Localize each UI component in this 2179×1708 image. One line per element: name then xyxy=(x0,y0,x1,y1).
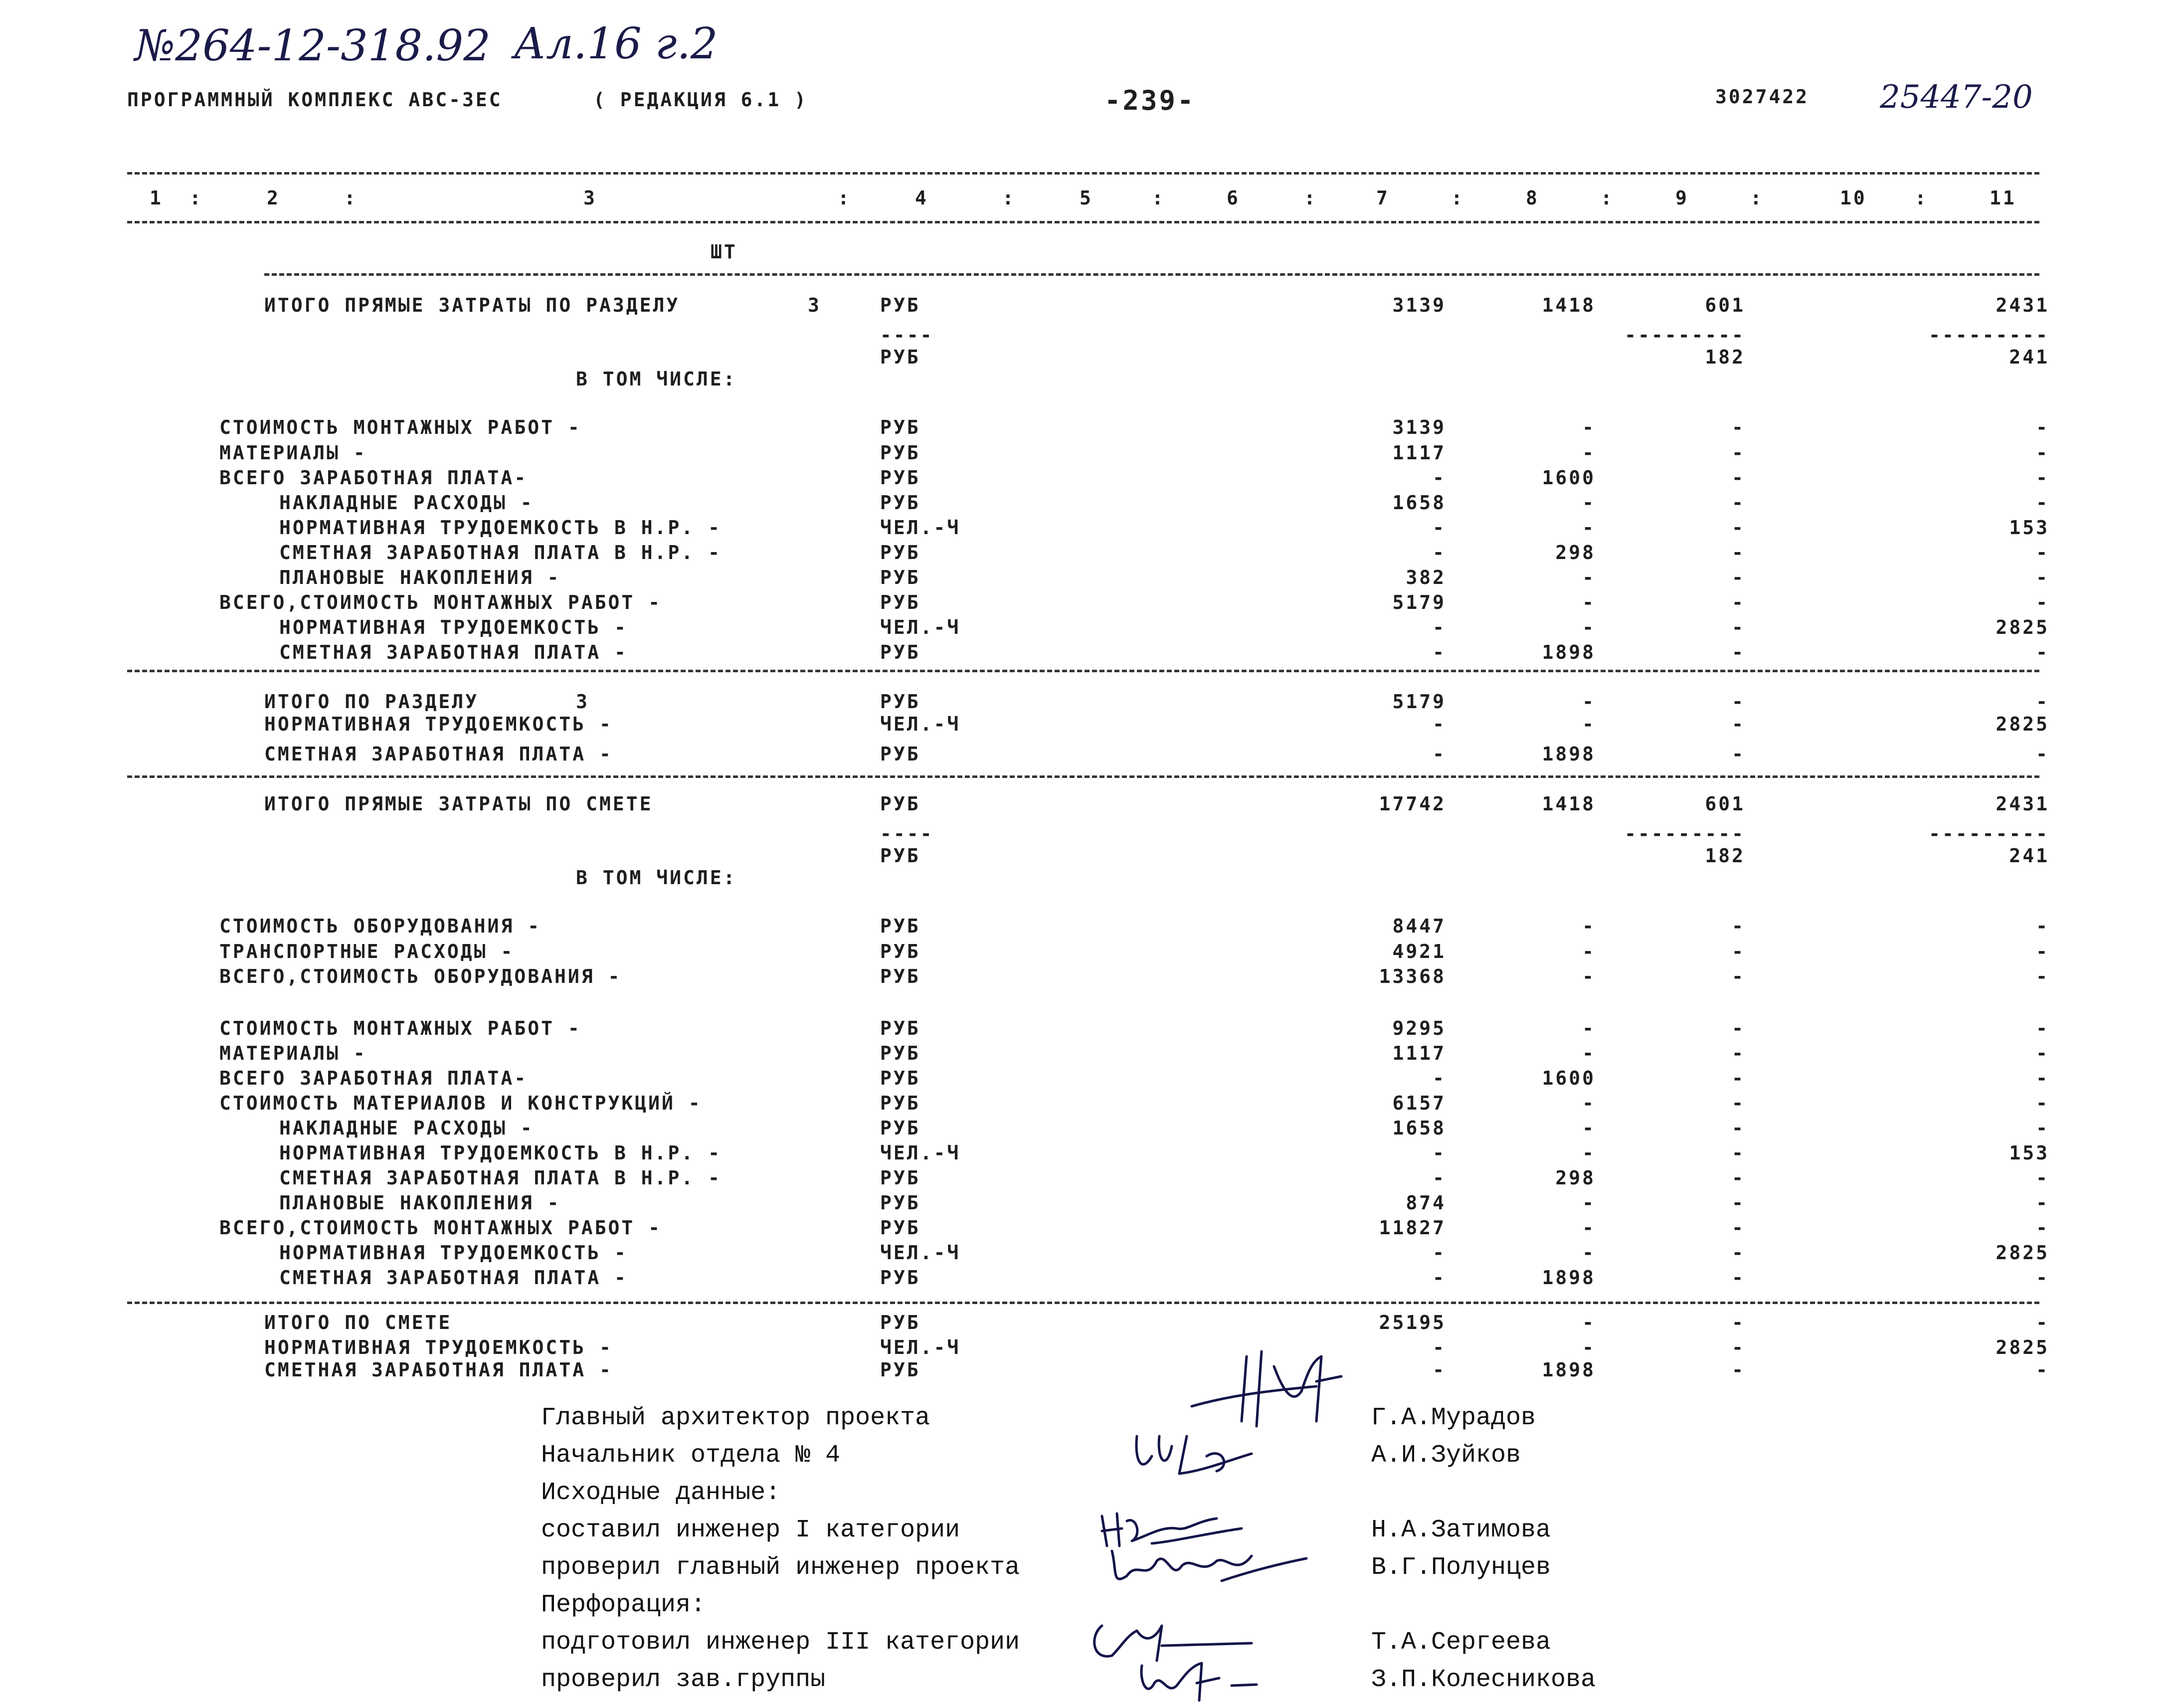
column-header-5: 5 xyxy=(1080,187,1093,209)
cell-col9: - xyxy=(1732,542,1745,564)
column-separator: : xyxy=(838,187,851,209)
row-unit: РУБ xyxy=(880,793,920,815)
cell-col9: - xyxy=(1732,1017,1745,1039)
column-separator: : xyxy=(1304,187,1317,209)
cell-col9: - xyxy=(1732,915,1745,937)
row-unit: РУБ xyxy=(880,1359,920,1381)
row-unit: РУБ xyxy=(880,442,920,464)
signature-poluntsev xyxy=(1102,1541,1311,1596)
cell-col9: - xyxy=(1732,641,1745,663)
cell-col9: - xyxy=(1732,591,1745,613)
row-unit: РУБ xyxy=(880,492,920,514)
row-label: ИТОГО ПО СМЕТЕ xyxy=(264,1312,452,1333)
row-label: СТОИМОСТЬ МОНТАЖНЫХ РАБОТ - xyxy=(219,416,581,438)
divider xyxy=(127,1302,2039,1304)
row-label: В ТОМ ЧИСЛЕ: xyxy=(576,368,737,390)
row-unit: РУБ xyxy=(880,691,920,713)
cell-col9: - xyxy=(1732,1336,1745,1358)
row-section: 3 xyxy=(808,294,821,316)
row-unit: РУБ xyxy=(880,1067,920,1089)
signature-role: подготовил инженер III категории xyxy=(541,1628,1020,1657)
cell-col9: - xyxy=(1732,567,1745,588)
cell-col8: - xyxy=(1582,442,1596,464)
cell-col7: 25195 xyxy=(1379,1312,1446,1333)
cell-col8: - xyxy=(1582,1312,1596,1333)
cell-col7: 382 xyxy=(1406,567,1446,588)
handwritten-album: Ал.16 г.2 xyxy=(514,19,718,69)
cell-col9: - xyxy=(1732,1042,1745,1064)
row-unit: РУБ xyxy=(880,591,920,613)
row-unit: РУБ xyxy=(880,1167,920,1189)
row-label: НОРМАТИВНАЯ ТРУДОЕМКОСТЬ - xyxy=(264,713,613,735)
row-unit: РУБ xyxy=(880,467,920,489)
cell-col7: - xyxy=(1433,1067,1446,1089)
cell-col11: - xyxy=(2036,1092,2049,1114)
row-label: ВСЕГО ЗАРАБОТНАЯ ПЛАТА- xyxy=(219,1067,528,1089)
column-separator: : xyxy=(189,187,203,209)
cell-col9: - xyxy=(1732,1142,1745,1164)
row-unit: ЧЕЛ.-Ч xyxy=(880,1142,961,1164)
cell-col7: 5179 xyxy=(1392,591,1446,613)
cell-col9: - xyxy=(1732,1267,1745,1289)
row-label: ПЛАНОВЫЕ НАКОПЛЕНИЯ - xyxy=(279,1192,561,1214)
cell-col9: 601 xyxy=(1705,793,1745,815)
cell-col11: - xyxy=(2036,941,2049,962)
cell-col11: - xyxy=(2036,567,2049,588)
cell-col9: - xyxy=(1732,517,1745,539)
row-label: ИТОГО ПО РАЗДЕЛУ xyxy=(264,691,479,713)
cell-col11: 153 xyxy=(2009,517,2049,539)
cell-col11: - xyxy=(2036,641,2049,663)
unit-label: ШТ xyxy=(711,241,737,263)
signatory-name: Н.А.Затимова xyxy=(1371,1516,1551,1544)
cell-col7: - xyxy=(1433,542,1446,564)
cell-col8: 1600 xyxy=(1542,467,1596,489)
cell-col11: - xyxy=(2036,1067,2049,1089)
cell-col11: 2825 xyxy=(1996,1242,2049,1264)
row-unit: РУБ xyxy=(880,1192,920,1214)
column-header-1: 1 xyxy=(150,187,163,209)
cell-col9: - xyxy=(1732,416,1745,438)
cell-col9: --------- xyxy=(1625,324,1745,346)
cell-col11: - xyxy=(2036,691,2049,713)
row-label: СТОИМОСТЬ ОБОРУДОВАНИЯ - xyxy=(219,915,542,937)
row-label: НАКЛАДНЫЕ РАСХОДЫ - xyxy=(279,492,534,514)
row-unit: ЧЕЛ.-Ч xyxy=(880,1242,961,1264)
cell-col9: 182 xyxy=(1705,346,1745,368)
row-label: ВСЕГО ЗАРАБОТНАЯ ПЛАТА- xyxy=(219,467,528,489)
row-label: СМЕТНАЯ ЗАРАБОТНАЯ ПЛАТА - xyxy=(264,1359,613,1381)
row-label: СМЕТНАЯ ЗАРАБОТНАЯ ПЛАТА - xyxy=(264,743,613,765)
row-unit: ЧЕЛ.-Ч xyxy=(880,517,961,539)
signatory-name: А.И.Зуйков xyxy=(1371,1441,1521,1470)
row-unit: РУБ xyxy=(880,965,920,987)
cell-col8: 1898 xyxy=(1542,1359,1596,1381)
cell-col7: - xyxy=(1433,616,1446,638)
cell-col7: - xyxy=(1433,1267,1446,1289)
cell-col11: - xyxy=(2036,1042,2049,1064)
column-separator: : xyxy=(1002,187,1016,209)
cell-col7: - xyxy=(1433,1242,1446,1264)
column-separator: : xyxy=(344,187,358,209)
cell-col9: - xyxy=(1732,1312,1745,1333)
cell-col8: - xyxy=(1582,1092,1596,1114)
cell-col7: 3139 xyxy=(1392,294,1446,316)
cell-col8: - xyxy=(1582,1042,1596,1064)
cell-col11: - xyxy=(2036,542,2049,564)
divider xyxy=(127,775,2039,778)
row-unit: ЧЕЛ.-Ч xyxy=(880,713,961,735)
row-label: НОРМАТИВНАЯ ТРУДОЕМКОСТЬ - xyxy=(279,1242,628,1264)
cell-col11: - xyxy=(2036,591,2049,613)
cell-col7: - xyxy=(1433,517,1446,539)
signature-role: Начальник отдела № 4 xyxy=(541,1441,841,1470)
row-unit: РУБ xyxy=(880,915,920,937)
cell-col9: - xyxy=(1732,1359,1745,1381)
row-label: ВСЕГО,СТОИМОСТЬ МОНТАЖНЫХ РАБОТ - xyxy=(219,1217,662,1239)
cell-col9: - xyxy=(1732,1117,1745,1139)
cell-col7: 1658 xyxy=(1392,492,1446,514)
row-unit: ---- xyxy=(880,823,934,845)
row-label: ТРАНСПОРТНЫЕ РАСХОДЫ - xyxy=(219,941,515,962)
cell-col7: - xyxy=(1433,743,1446,765)
cell-col8: - xyxy=(1582,965,1596,987)
row-label: ВСЕГО,СТОИМОСТЬ ОБОРУДОВАНИЯ - xyxy=(219,965,622,987)
cell-col9: - xyxy=(1732,1192,1745,1214)
cell-col8: - xyxy=(1582,1217,1596,1239)
cell-col11: - xyxy=(2036,1312,2049,1333)
signature-role: Перфорация: xyxy=(541,1591,706,1619)
row-unit: РУБ xyxy=(880,567,920,588)
row-unit: РУБ xyxy=(880,941,920,962)
handwritten-archive-number: 25447-20 xyxy=(1880,79,2033,116)
cell-col11: --------- xyxy=(1929,823,2049,845)
cell-col9: - xyxy=(1732,941,1745,962)
cell-col7: 1658 xyxy=(1392,1117,1446,1139)
cell-col11: - xyxy=(2036,915,2049,937)
row-unit: РУБ xyxy=(880,845,920,867)
cell-col8: - xyxy=(1582,1336,1596,1358)
signature-kolesnikova xyxy=(1132,1656,1262,1706)
cell-col8: 1600 xyxy=(1542,1067,1596,1089)
cell-col9: - xyxy=(1732,1167,1745,1189)
cell-col8: 1418 xyxy=(1542,294,1596,316)
cell-col7: - xyxy=(1433,641,1446,663)
cell-col8: - xyxy=(1582,941,1596,962)
cell-col11: - xyxy=(2036,442,2049,464)
cell-col8: - xyxy=(1582,416,1596,438)
column-separator: : xyxy=(1152,187,1165,209)
cell-col11: - xyxy=(2036,1359,2049,1381)
cell-col11: 2825 xyxy=(1996,1336,2049,1358)
cell-col7: - xyxy=(1433,1336,1446,1358)
divider xyxy=(127,670,2039,672)
cell-col11: - xyxy=(2036,1117,2049,1139)
row-label: В ТОМ ЧИСЛЕ: xyxy=(576,867,737,889)
cell-col8: 298 xyxy=(1555,542,1596,564)
row-label: НОРМАТИВНАЯ ТРУДОЕМКОСТЬ - xyxy=(279,616,628,638)
cell-col9: - xyxy=(1732,1217,1745,1239)
cell-col9: - xyxy=(1732,691,1745,713)
row-unit: РУБ xyxy=(880,1042,920,1064)
signature-muradov xyxy=(1187,1346,1346,1436)
cell-col8: - xyxy=(1582,915,1596,937)
cell-col8: - xyxy=(1582,591,1596,613)
cell-col11: - xyxy=(2036,416,2049,438)
row-unit: РУБ xyxy=(880,641,920,663)
signature-role: составил инженер I категории xyxy=(541,1516,960,1544)
cell-col8: - xyxy=(1582,1242,1596,1264)
signature-zuykov xyxy=(1132,1426,1262,1481)
row-label: НОРМАТИВНАЯ ТРУДОЕМКОСТЬ В Н.Р. - xyxy=(279,1142,722,1164)
cell-col8: - xyxy=(1582,517,1596,539)
signatory-name: Г.А.Мурадов xyxy=(1371,1404,1536,1432)
cell-col9: - xyxy=(1732,1242,1745,1264)
cell-col9: - xyxy=(1732,467,1745,489)
column-header-11: 11 xyxy=(1990,187,2016,209)
cell-col11: - xyxy=(2036,1167,2049,1189)
row-unit: РУБ xyxy=(880,294,920,316)
divider xyxy=(127,172,2039,175)
signature-role: Исходные данные: xyxy=(541,1479,781,1507)
row-unit: ---- xyxy=(880,324,934,346)
row-unit: РУБ xyxy=(880,1017,920,1039)
cell-col7: 5179 xyxy=(1392,691,1446,713)
cell-col11: - xyxy=(2036,965,2049,987)
row-unit: РУБ xyxy=(880,416,920,438)
row-label: СМЕТНАЯ ЗАРАБОТНАЯ ПЛАТА В Н.Р. - xyxy=(279,1167,722,1189)
signatory-name: З.П.Колесникова xyxy=(1371,1666,1596,1694)
cell-col11: - xyxy=(2036,467,2049,489)
cell-col7: - xyxy=(1433,713,1446,735)
cell-col8: - xyxy=(1582,691,1596,713)
cell-col8: 1418 xyxy=(1542,793,1596,815)
cell-col8: - xyxy=(1582,567,1596,588)
row-unit: ЧЕЛ.-Ч xyxy=(880,616,961,638)
program-title: ПРОГРАММНЫЙ КОМПЛЕКС АВС-3ЕС xyxy=(127,89,503,111)
cell-col9: 601 xyxy=(1705,294,1745,316)
cell-col11: 153 xyxy=(2009,1142,2049,1164)
cell-col7: 1117 xyxy=(1392,1042,1446,1064)
cell-col8: 298 xyxy=(1555,1167,1596,1189)
row-label: ИТОГО ПРЯМЫЕ ЗАТРАТЫ ПО СМЕТЕ xyxy=(264,793,653,815)
cell-col11: 2825 xyxy=(1996,713,2049,735)
signature-role: Главный архитектор проекта xyxy=(541,1404,930,1432)
cell-col11: - xyxy=(2036,743,2049,765)
cell-col8: 1898 xyxy=(1542,743,1596,765)
cell-col8: - xyxy=(1582,1117,1596,1139)
row-label: СМЕТНАЯ ЗАРАБОТНАЯ ПЛАТА - xyxy=(279,1267,628,1289)
cell-col11: - xyxy=(2036,1217,2049,1239)
row-label: СМЕТНАЯ ЗАРАБОТНАЯ ПЛАТА - xyxy=(279,641,628,663)
cell-col9: - xyxy=(1732,1092,1745,1114)
row-label: МАТЕРИАЛЫ - xyxy=(219,442,367,464)
cell-col7: - xyxy=(1433,1142,1446,1164)
handwritten-doc-number: №264-12-318.92 xyxy=(135,21,491,71)
cell-col9: - xyxy=(1732,1067,1745,1089)
column-header-2: 2 xyxy=(267,187,280,209)
cell-col7: 17742 xyxy=(1379,793,1446,815)
signature-role: проверил главный инженер проекта xyxy=(541,1553,1020,1582)
row-label: МАТЕРИАЛЫ - xyxy=(219,1042,367,1064)
cell-col9: 182 xyxy=(1705,845,1745,867)
divider xyxy=(264,273,2039,276)
edition: ( РЕДАКЦИЯ 6.1 ) xyxy=(593,89,808,111)
cell-col11: 2431 xyxy=(1996,294,2049,316)
cell-col9: - xyxy=(1732,713,1745,735)
cell-col8: - xyxy=(1582,1017,1596,1039)
divider xyxy=(127,221,2039,223)
cell-col7: 13368 xyxy=(1379,965,1446,987)
row-unit: РУБ xyxy=(880,743,920,765)
cell-col7: 1117 xyxy=(1392,442,1446,464)
cell-col7: - xyxy=(1433,1359,1446,1381)
column-header-3: 3 xyxy=(583,187,597,209)
row-unit: РУБ xyxy=(880,1312,920,1333)
row-unit: ЧЕЛ.-Ч xyxy=(880,1336,961,1358)
column-header-7: 7 xyxy=(1376,187,1390,209)
column-separator: : xyxy=(1451,187,1464,209)
cell-col7: 6157 xyxy=(1392,1092,1446,1114)
row-label: НОРМАТИВНАЯ ТРУДОЕМКОСТЬ В Н.Р. - xyxy=(279,517,722,539)
cell-col9: --------- xyxy=(1625,823,1745,845)
document-code: 3027422 xyxy=(1715,86,1810,108)
cell-col11: 241 xyxy=(2009,346,2049,368)
column-header-4: 4 xyxy=(915,187,928,209)
cell-col8: - xyxy=(1582,1142,1596,1164)
cell-col7: 9295 xyxy=(1392,1017,1446,1039)
cell-col11: 2431 xyxy=(1996,793,2049,815)
row-unit: РУБ xyxy=(880,542,920,564)
cell-col9: - xyxy=(1732,492,1745,514)
cell-col7: 874 xyxy=(1406,1192,1446,1214)
cell-col8: - xyxy=(1582,616,1596,638)
cell-col11: - xyxy=(2036,492,2049,514)
cell-col8: - xyxy=(1582,492,1596,514)
row-unit: РУБ xyxy=(880,1217,920,1239)
signature-role: проверил зав.группы xyxy=(541,1666,826,1694)
cell-col11: - xyxy=(2036,1192,2049,1214)
row-label: НАКЛАДНЫЕ РАСХОДЫ - xyxy=(279,1117,534,1139)
column-header-10: 10 xyxy=(1840,187,1867,209)
column-separator: : xyxy=(1601,187,1614,209)
signatory-name: В.Г.Полунцев xyxy=(1371,1553,1551,1582)
row-label: ИТОГО ПРЯМЫЕ ЗАТРАТЫ ПО РАЗДЕЛУ xyxy=(264,294,680,316)
row-label: СТОИМОСТЬ МОНТАЖНЫХ РАБОТ - xyxy=(219,1017,581,1039)
cell-col11: --------- xyxy=(1929,324,2049,346)
cell-col7: 11827 xyxy=(1379,1217,1446,1239)
cell-col11: - xyxy=(2036,1267,2049,1289)
cell-col8: - xyxy=(1582,1192,1596,1214)
row-label: СТОИМОСТЬ МАТЕРИАЛОВ И КОНСТРУКЦИЙ - xyxy=(219,1092,702,1114)
cell-col8: - xyxy=(1582,713,1596,735)
cell-col11: 241 xyxy=(2009,845,2049,867)
row-unit: РУБ xyxy=(880,1092,920,1114)
cell-col9: - xyxy=(1732,616,1745,638)
cell-col7: - xyxy=(1433,467,1446,489)
cell-col7: 8447 xyxy=(1392,915,1446,937)
cell-col11: 2825 xyxy=(1996,616,2049,638)
cell-col7: 3139 xyxy=(1392,416,1446,438)
page-number: -239- xyxy=(1104,85,1196,116)
column-separator: : xyxy=(1915,187,1928,209)
cell-col8: 1898 xyxy=(1542,1267,1596,1289)
cell-col9: - xyxy=(1732,743,1745,765)
row-unit: РУБ xyxy=(880,346,920,368)
row-label: НОРМАТИВНАЯ ТРУДОЕМКОСТЬ - xyxy=(264,1336,613,1358)
column-header-9: 9 xyxy=(1675,187,1689,209)
column-separator: : xyxy=(1750,187,1764,209)
row-label: ПЛАНОВЫЕ НАКОПЛЕНИЯ - xyxy=(279,567,561,588)
column-header-8: 8 xyxy=(1526,187,1539,209)
cell-col9: - xyxy=(1732,965,1745,987)
column-header-6: 6 xyxy=(1227,187,1240,209)
row-unit: РУБ xyxy=(880,1117,920,1139)
signatory-name: Т.А.Сергеева xyxy=(1371,1628,1551,1657)
row-label: СМЕТНАЯ ЗАРАБОТНАЯ ПЛАТА В Н.Р. - xyxy=(279,542,722,564)
cell-col9: - xyxy=(1732,442,1745,464)
cell-col8: 1898 xyxy=(1542,641,1596,663)
row-label: ВСЕГО,СТОИМОСТЬ МОНТАЖНЫХ РАБОТ - xyxy=(219,591,662,613)
cell-col11: - xyxy=(2036,1017,2049,1039)
cell-col7: - xyxy=(1433,1167,1446,1189)
row-section: 3 xyxy=(576,691,589,713)
row-unit: РУБ xyxy=(880,1267,920,1289)
cell-col7: 4921 xyxy=(1392,941,1446,962)
